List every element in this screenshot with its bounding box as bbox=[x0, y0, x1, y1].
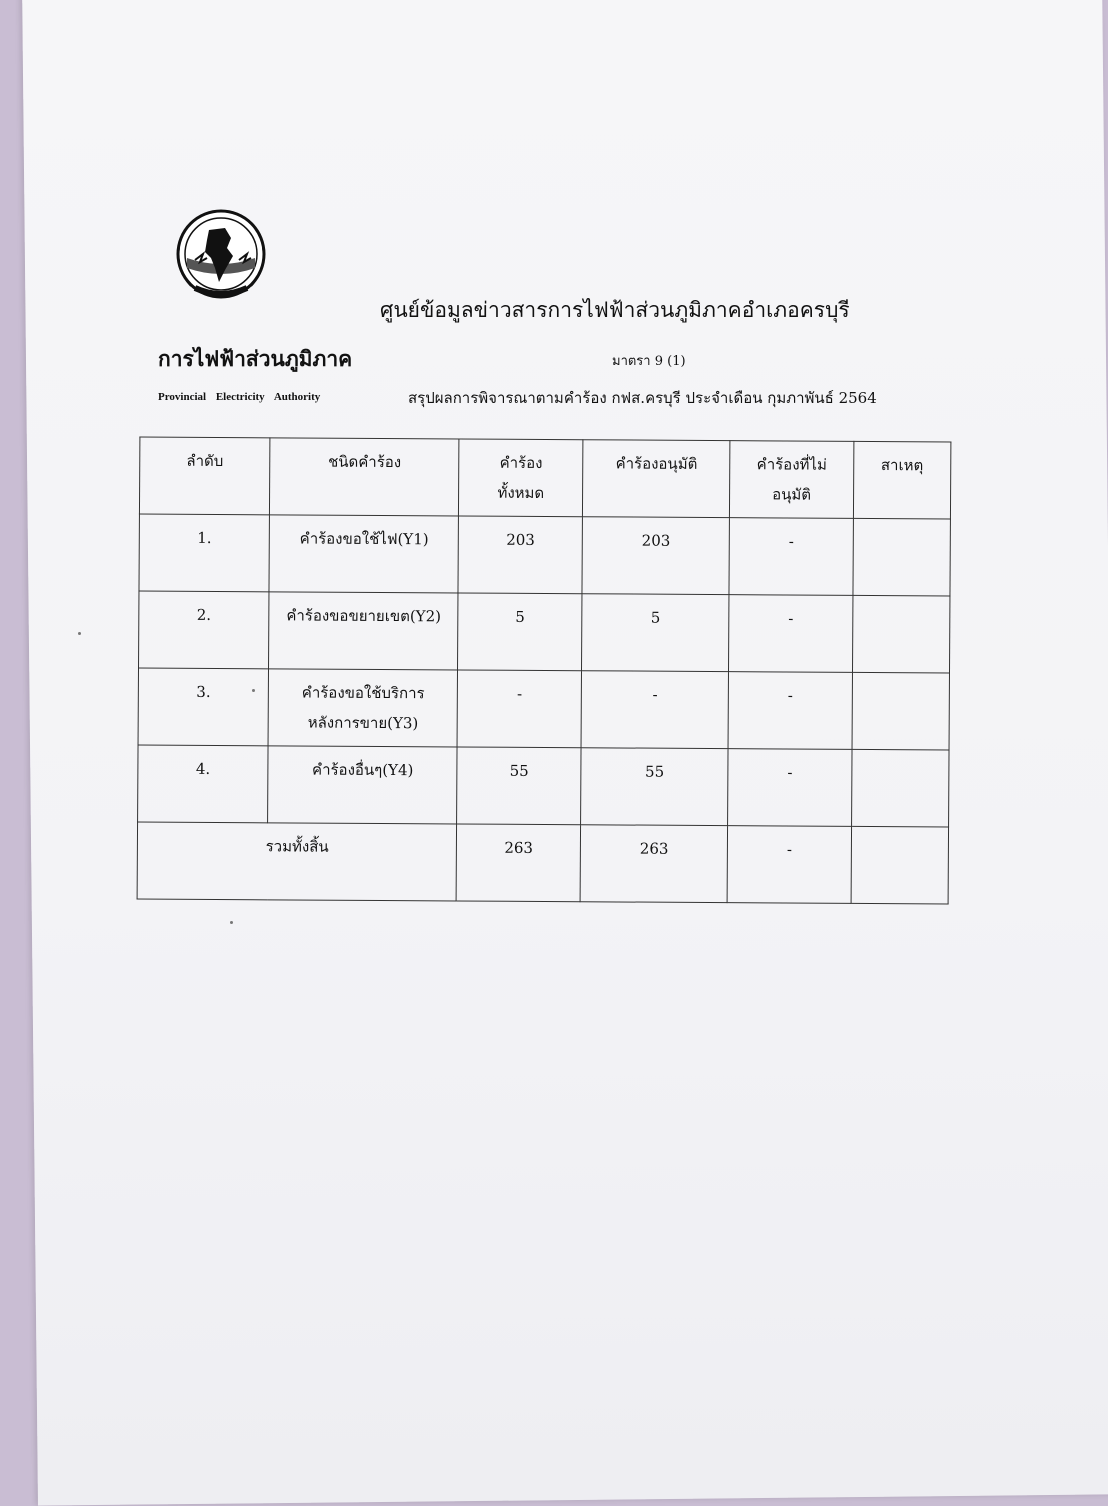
header-total: คำร้อง ทั้งหมด bbox=[459, 439, 583, 517]
total-not-approved: - bbox=[727, 826, 851, 904]
row-no: 2. bbox=[139, 591, 270, 669]
row-total: 5 bbox=[458, 593, 582, 671]
header-no: ลำดับ bbox=[139, 437, 270, 515]
row-not-approved: - bbox=[729, 518, 853, 596]
row-type: คำร้องอื่นๆ(Y4) bbox=[268, 746, 458, 824]
table-total-row bbox=[137, 822, 948, 904]
row-type: คำร้องขอขยายเขต(Y2) bbox=[269, 592, 459, 670]
paper-speck bbox=[230, 921, 233, 924]
header-type: ชนิดคำร้อง bbox=[270, 438, 460, 516]
header-approved: คำร้องอนุมัติ bbox=[582, 440, 730, 518]
row-total: 203 bbox=[458, 516, 582, 594]
table-row bbox=[138, 668, 949, 750]
pea-logo-icon bbox=[165, 208, 277, 304]
header-not-approved: คำร้องที่ไม่ อนุมัติ bbox=[730, 441, 854, 519]
org-name-thai: การไฟฟ้าส่วนภูมิภาค bbox=[158, 346, 353, 371]
row-approved: 55 bbox=[581, 748, 729, 826]
page-title: ศูนย์ข้อมูลข่าวสารการไฟฟ้าส่วนภูมิภาคอำเภอครบุรี bbox=[380, 298, 850, 322]
section-label: มาตรา 9 (1) bbox=[612, 354, 686, 369]
table-header-row bbox=[139, 437, 950, 519]
row-not-approved: - bbox=[729, 595, 853, 673]
row-total: 55 bbox=[457, 747, 581, 825]
table-row bbox=[139, 514, 950, 596]
row-cause bbox=[852, 672, 950, 750]
total-cause bbox=[851, 826, 949, 904]
table-row bbox=[139, 591, 950, 673]
row-approved: - bbox=[581, 671, 729, 749]
header-cause: สาเหตุ bbox=[853, 441, 951, 519]
org-name-english: Provincial Electricity Authority bbox=[158, 391, 321, 403]
total-label: รวมทั้งสิ้น bbox=[137, 822, 457, 901]
row-approved: 203 bbox=[582, 517, 730, 595]
total-approved: 263 bbox=[580, 825, 728, 903]
row-no: 1. bbox=[139, 514, 270, 592]
row-type: คำร้องขอใช้ไฟ(Y1) bbox=[269, 515, 459, 593]
row-no: 3. bbox=[138, 668, 269, 746]
requests-table bbox=[137, 437, 952, 905]
table-row bbox=[138, 745, 949, 827]
paper-speck bbox=[252, 689, 255, 692]
total-total: 263 bbox=[457, 824, 581, 902]
paper-speck bbox=[78, 632, 81, 635]
summary-subtitle: สรุปผลการพิจารณาตามคำร้อง กฟส.ครบุรี ประจำเดือน กุมภาพันธ์ 2564 bbox=[408, 389, 877, 407]
row-type: คำร้องขอใช้บริการ หลังการขาย(Y3) bbox=[268, 669, 458, 747]
row-total: - bbox=[458, 670, 582, 748]
row-cause bbox=[852, 595, 950, 673]
row-cause bbox=[851, 749, 949, 827]
row-approved: 5 bbox=[582, 594, 730, 672]
row-not-approved: - bbox=[728, 672, 852, 750]
row-no: 4. bbox=[138, 745, 269, 823]
row-cause bbox=[853, 518, 951, 596]
row-not-approved: - bbox=[728, 749, 852, 827]
